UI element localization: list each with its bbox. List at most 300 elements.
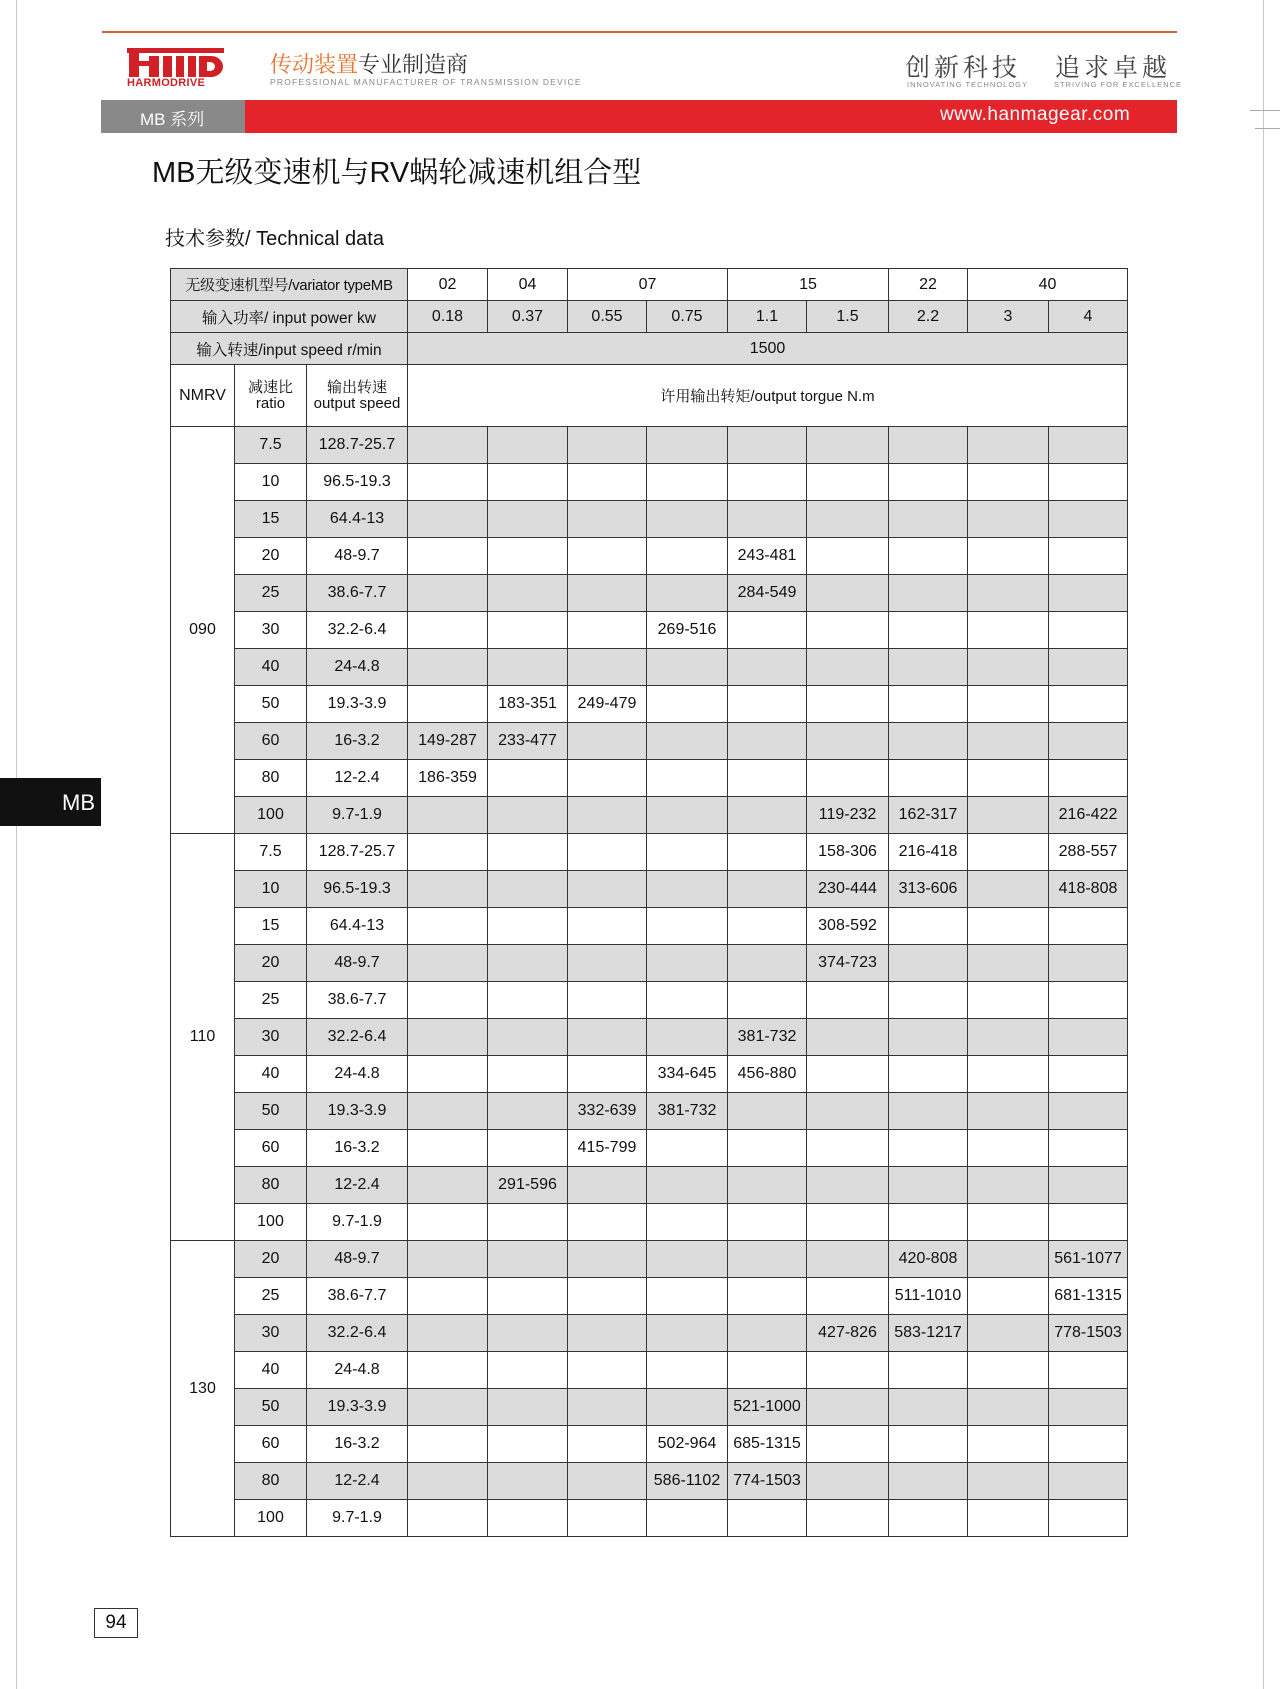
torque-cell <box>968 649 1049 686</box>
torque-cell <box>408 1167 488 1204</box>
torque-cell <box>1049 686 1128 723</box>
type-cell: 07 <box>568 269 728 301</box>
torque-cell <box>408 1056 488 1093</box>
table-row <box>171 1315 1128 1352</box>
torque-cell <box>728 501 807 538</box>
torque-cell <box>408 464 488 501</box>
ratio-cell: 40 <box>235 649 307 686</box>
ratio-cell: 80 <box>235 760 307 797</box>
torque-cell <box>968 871 1049 908</box>
slogan-innovation: 创新科技 <box>905 53 1022 82</box>
torque-cell: 183-351 <box>488 686 568 723</box>
torque-cell <box>728 686 807 723</box>
torque-cell <box>1049 575 1128 612</box>
nmrv-header: NMRV <box>171 365 235 427</box>
torque-cell <box>647 1500 728 1537</box>
torque-cell: 334-645 <box>647 1056 728 1093</box>
table-row <box>171 1130 1128 1167</box>
torque-cell <box>408 427 488 464</box>
power-cell: 3 <box>968 301 1049 333</box>
torque-cell <box>968 1389 1049 1426</box>
table-row <box>171 686 1128 723</box>
torque-cell <box>728 612 807 649</box>
torque-cell <box>807 1130 889 1167</box>
ratio-cell: 15 <box>235 908 307 945</box>
torque-cell <box>889 1426 968 1463</box>
torque-cell <box>728 834 807 871</box>
torque-cell <box>889 723 968 760</box>
table-row <box>171 1167 1128 1204</box>
torque-cell: 456-880 <box>728 1056 807 1093</box>
torque-cell <box>889 612 968 649</box>
torque-cell <box>968 427 1049 464</box>
torque-cell <box>408 982 488 1019</box>
torque-cell <box>568 871 647 908</box>
torque-cell <box>807 1167 889 1204</box>
ratio-cell: 40 <box>235 1056 307 1093</box>
torque-cell <box>728 1093 807 1130</box>
type-cell: 40 <box>968 269 1128 301</box>
ratio-cell: 80 <box>235 1167 307 1204</box>
torque-cell: 586-1102 <box>647 1463 728 1500</box>
torque-cell <box>889 1352 968 1389</box>
output-speed-header: 输出转速 output speed <box>307 365 408 427</box>
torque-cell <box>408 1500 488 1537</box>
torque-cell <box>807 1241 889 1278</box>
torque-cell <box>488 649 568 686</box>
torque-cell <box>568 945 647 982</box>
torque-cell <box>889 982 968 1019</box>
output-speed-cell: 16-3.2 <box>307 1130 408 1167</box>
slogan-excellence: 追求卓越 <box>1055 53 1172 82</box>
torque-cell <box>408 871 488 908</box>
torque-header: 许用输出转矩/output torgue N.m <box>408 365 1128 427</box>
table-row <box>171 797 1128 834</box>
torque-cell <box>968 1093 1049 1130</box>
output-speed-cell: 96.5-19.3 <box>307 871 408 908</box>
torque-cell <box>807 1278 889 1315</box>
torque-cell <box>1049 612 1128 649</box>
torque-cell <box>408 1463 488 1500</box>
table-row <box>171 945 1128 982</box>
torque-cell <box>968 1463 1049 1500</box>
torque-cell <box>1049 1093 1128 1130</box>
torque-cell <box>488 612 568 649</box>
torque-cell: 233-477 <box>488 723 568 760</box>
torque-cell <box>889 575 968 612</box>
torque-cell <box>728 1315 807 1352</box>
power-cell: 0.37 <box>488 301 568 333</box>
torque-cell <box>1049 1167 1128 1204</box>
ratio-cell: 60 <box>235 1426 307 1463</box>
torque-cell <box>807 612 889 649</box>
torque-cell: 288-557 <box>1049 834 1128 871</box>
torque-cell <box>647 575 728 612</box>
torque-cell <box>408 538 488 575</box>
output-speed-cell: 64.4-13 <box>307 908 408 945</box>
torque-cell <box>807 1056 889 1093</box>
table-row <box>171 871 1128 908</box>
torque-cell <box>488 1463 568 1500</box>
torque-cell <box>568 1019 647 1056</box>
torque-cell <box>807 723 889 760</box>
torque-cell <box>807 649 889 686</box>
torque-cell <box>968 945 1049 982</box>
torque-cell <box>568 575 647 612</box>
table-row <box>171 834 1128 871</box>
tagline-en: PROFESSIONAL MANUFACTURER OF TRANSMISSION DEVICE <box>270 77 582 87</box>
torque-cell: 249-479 <box>568 686 647 723</box>
torque-cell <box>728 797 807 834</box>
torque-cell <box>647 1352 728 1389</box>
torque-cell <box>408 1241 488 1278</box>
torque-cell <box>408 797 488 834</box>
output-speed-cell: 24-4.8 <box>307 1056 408 1093</box>
torque-cell: 216-418 <box>889 834 968 871</box>
torque-cell: 521-1000 <box>728 1389 807 1426</box>
output-speed-cell: 38.6-7.7 <box>307 982 408 1019</box>
torque-cell <box>647 1167 728 1204</box>
table-row <box>171 1352 1128 1389</box>
table-row <box>171 649 1128 686</box>
torque-cell <box>1049 501 1128 538</box>
power-cell: 0.55 <box>568 301 647 333</box>
table-row <box>171 760 1128 797</box>
ratio-cell: 50 <box>235 1093 307 1130</box>
output-speed-cell: 19.3-3.9 <box>307 1093 408 1130</box>
torque-cell <box>728 1278 807 1315</box>
output-speed-cell: 128.7-25.7 <box>307 834 408 871</box>
torque-cell: 774-1503 <box>728 1463 807 1500</box>
torque-cell: 162-317 <box>889 797 968 834</box>
ratio-cell: 50 <box>235 686 307 723</box>
torque-cell <box>807 686 889 723</box>
slogan-innovation-en: INNOVATING TECHNOLOGY <box>907 80 1029 89</box>
input-power-label: 输入功率/ input power kw <box>171 301 408 333</box>
table-row <box>171 723 1128 760</box>
torque-cell <box>728 908 807 945</box>
torque-cell: 511-1010 <box>889 1278 968 1315</box>
torque-cell: 186-359 <box>408 760 488 797</box>
torque-cell <box>408 649 488 686</box>
tagline: 传动装置专业制造商 <box>270 52 469 77</box>
torque-cell <box>1049 908 1128 945</box>
torque-cell <box>968 1426 1049 1463</box>
logo-wordmark: HARMODRIVE <box>127 77 206 89</box>
crop-mark <box>1255 128 1280 129</box>
torque-cell <box>728 1167 807 1204</box>
torque-cell <box>488 1500 568 1537</box>
table-row <box>171 908 1128 945</box>
ratio-cell: 60 <box>235 1130 307 1167</box>
torque-cell <box>889 649 968 686</box>
torque-cell <box>807 501 889 538</box>
torque-cell <box>488 1019 568 1056</box>
torque-cell <box>807 760 889 797</box>
torque-cell <box>728 1352 807 1389</box>
torque-cell <box>1049 538 1128 575</box>
table-row <box>171 1426 1128 1463</box>
crop-mark <box>1250 110 1280 111</box>
ratio-header: 减速比 ratio <box>235 365 307 427</box>
torque-cell <box>968 501 1049 538</box>
torque-cell <box>968 612 1049 649</box>
ratio-cell: 15 <box>235 501 307 538</box>
torque-cell <box>568 908 647 945</box>
torque-cell <box>807 464 889 501</box>
torque-cell <box>408 612 488 649</box>
torque-cell <box>647 686 728 723</box>
torque-cell: 561-1077 <box>1049 1241 1128 1278</box>
torque-cell <box>968 797 1049 834</box>
page-frame-right <box>1263 0 1264 1689</box>
torque-cell <box>488 1352 568 1389</box>
torque-cell <box>488 1315 568 1352</box>
torque-cell <box>968 834 1049 871</box>
output-speed-cell: 9.7-1.9 <box>307 1204 408 1241</box>
torque-cell <box>568 760 647 797</box>
output-speed-cell: 16-3.2 <box>307 1426 408 1463</box>
torque-cell <box>647 1130 728 1167</box>
torque-cell <box>728 1241 807 1278</box>
ratio-cell: 25 <box>235 1278 307 1315</box>
output-speed-cell: 32.2-6.4 <box>307 612 408 649</box>
table-row <box>171 1093 1128 1130</box>
torque-cell <box>647 538 728 575</box>
power-cell: 1.1 <box>728 301 807 333</box>
torque-cell <box>408 1426 488 1463</box>
torque-cell <box>968 1500 1049 1537</box>
torque-cell <box>807 427 889 464</box>
torque-cell <box>647 464 728 501</box>
torque-cell <box>647 501 728 538</box>
torque-cell <box>889 1500 968 1537</box>
torque-cell <box>968 1241 1049 1278</box>
side-tab-label: MB <box>62 790 95 815</box>
torque-cell <box>647 797 728 834</box>
torque-cell <box>488 501 568 538</box>
torque-cell <box>568 464 647 501</box>
torque-cell <box>807 1389 889 1426</box>
torque-cell <box>647 1241 728 1278</box>
torque-cell <box>408 1204 488 1241</box>
power-cell: 2.2 <box>889 301 968 333</box>
torque-cell <box>408 1278 488 1315</box>
technical-data-table <box>170 268 1128 1537</box>
torque-cell <box>488 538 568 575</box>
nmrv-size-cell: 090 <box>171 427 235 834</box>
torque-cell: 427-826 <box>807 1315 889 1352</box>
torque-cell <box>807 1426 889 1463</box>
torque-cell <box>647 649 728 686</box>
output-speed-cell: 38.6-7.7 <box>307 575 408 612</box>
torque-cell <box>568 834 647 871</box>
page-title: MB无级变速机与RV蜗轮减速机组合型 <box>152 157 642 189</box>
torque-cell <box>647 908 728 945</box>
torque-cell <box>1049 723 1128 760</box>
output-speed-cell: 48-9.7 <box>307 538 408 575</box>
torque-cell <box>408 1130 488 1167</box>
torque-cell <box>889 760 968 797</box>
torque-cell <box>647 1019 728 1056</box>
torque-cell <box>728 723 807 760</box>
torque-cell <box>968 1130 1049 1167</box>
table-row <box>171 1019 1128 1056</box>
torque-cell <box>568 1204 647 1241</box>
output-speed-cell: 32.2-6.4 <box>307 1019 408 1056</box>
torque-cell <box>968 686 1049 723</box>
page-frame-left <box>16 0 17 1689</box>
torque-cell <box>728 760 807 797</box>
torque-cell <box>728 1130 807 1167</box>
output-speed-cell: 32.2-6.4 <box>307 1315 408 1352</box>
torque-cell <box>728 982 807 1019</box>
torque-cell: 415-799 <box>568 1130 647 1167</box>
torque-cell <box>889 1130 968 1167</box>
output-speed-cell: 16-3.2 <box>307 723 408 760</box>
torque-cell <box>647 1315 728 1352</box>
torque-cell: 230-444 <box>807 871 889 908</box>
ratio-cell: 30 <box>235 1019 307 1056</box>
torque-cell <box>807 1463 889 1500</box>
torque-cell <box>968 1019 1049 1056</box>
table-row <box>171 1278 1128 1315</box>
torque-cell: 243-481 <box>728 538 807 575</box>
series-label: MB 系列 <box>140 110 205 129</box>
torque-cell <box>728 649 807 686</box>
torque-cell <box>889 1204 968 1241</box>
torque-cell <box>488 945 568 982</box>
output-speed-cell: 12-2.4 <box>307 760 408 797</box>
torque-cell <box>1049 1389 1128 1426</box>
torque-cell <box>968 1278 1049 1315</box>
torque-cell <box>647 871 728 908</box>
torque-cell: 418-808 <box>1049 871 1128 908</box>
output-speed-cell: 24-4.8 <box>307 1352 408 1389</box>
torque-cell <box>728 427 807 464</box>
ratio-cell: 40 <box>235 1352 307 1389</box>
torque-cell <box>488 1056 568 1093</box>
ratio-cell: 100 <box>235 1204 307 1241</box>
type-cell: 04 <box>488 269 568 301</box>
torque-cell <box>647 723 728 760</box>
torque-cell <box>568 1056 647 1093</box>
torque-cell <box>488 908 568 945</box>
torque-cell <box>1049 1426 1128 1463</box>
torque-cell: 420-808 <box>889 1241 968 1278</box>
torque-cell <box>889 945 968 982</box>
torque-cell <box>408 575 488 612</box>
torque-cell <box>1049 982 1128 1019</box>
power-cell: 4 <box>1049 301 1128 333</box>
torque-cell <box>968 1167 1049 1204</box>
torque-cell <box>889 464 968 501</box>
output-speed-cell: 48-9.7 <box>307 945 408 982</box>
website-link[interactable]: www.hanmagear.com <box>940 104 1131 125</box>
torque-cell <box>488 1389 568 1426</box>
torque-cell <box>568 427 647 464</box>
torque-cell <box>807 575 889 612</box>
torque-cell <box>968 1056 1049 1093</box>
torque-cell <box>968 538 1049 575</box>
power-cell: 0.75 <box>647 301 728 333</box>
torque-cell <box>728 871 807 908</box>
torque-cell <box>1049 945 1128 982</box>
output-speed-cell: 64.4-13 <box>307 501 408 538</box>
torque-cell <box>568 1426 647 1463</box>
torque-cell <box>647 760 728 797</box>
torque-cell <box>1049 1352 1128 1389</box>
torque-cell <box>968 1315 1049 1352</box>
torque-cell <box>647 1278 728 1315</box>
nmrv-size-cell: 110 <box>171 834 235 1241</box>
ratio-cell: 100 <box>235 797 307 834</box>
torque-cell: 332-639 <box>568 1093 647 1130</box>
nmrv-size-cell: 130 <box>171 1241 235 1537</box>
input-speed-label: 输入转速/input speed r/min <box>171 333 408 365</box>
ratio-cell: 10 <box>235 871 307 908</box>
table-row <box>171 612 1128 649</box>
torque-cell <box>488 760 568 797</box>
table-row <box>171 1204 1128 1241</box>
table-row <box>171 1500 1128 1537</box>
header-rule <box>102 31 1177 33</box>
torque-cell <box>1049 1204 1128 1241</box>
torque-cell <box>568 501 647 538</box>
output-speed-cell: 12-2.4 <box>307 1167 408 1204</box>
table-row <box>171 538 1128 575</box>
table-row <box>171 427 1128 464</box>
torque-cell <box>488 427 568 464</box>
torque-cell <box>488 797 568 834</box>
output-speed-cell: 9.7-1.9 <box>307 1500 408 1537</box>
torque-cell <box>568 1167 647 1204</box>
torque-cell <box>728 464 807 501</box>
torque-cell <box>968 908 1049 945</box>
torque-cell <box>568 1389 647 1426</box>
ratio-cell: 100 <box>235 1500 307 1537</box>
table-row <box>171 1463 1128 1500</box>
ratio-cell: 80 <box>235 1463 307 1500</box>
torque-cell <box>968 575 1049 612</box>
ratio-cell: 25 <box>235 982 307 1019</box>
output-speed-cell: 12-2.4 <box>307 1463 408 1500</box>
torque-cell <box>568 538 647 575</box>
type-cell: 02 <box>408 269 488 301</box>
output-speed-cell: 24-4.8 <box>307 649 408 686</box>
table-row <box>171 982 1128 1019</box>
ratio-cell: 20 <box>235 1241 307 1278</box>
output-speed-cell: 48-9.7 <box>307 1241 408 1278</box>
power-cell: 0.18 <box>408 301 488 333</box>
torque-cell: 583-1217 <box>889 1315 968 1352</box>
torque-cell <box>408 1093 488 1130</box>
torque-cell <box>647 427 728 464</box>
torque-cell <box>889 1167 968 1204</box>
ratio-cell: 50 <box>235 1389 307 1426</box>
torque-cell <box>408 1315 488 1352</box>
torque-cell: 284-549 <box>728 575 807 612</box>
torque-cell: 685-1315 <box>728 1426 807 1463</box>
torque-cell <box>408 1019 488 1056</box>
torque-cell <box>647 834 728 871</box>
torque-cell <box>568 982 647 1019</box>
torque-cell <box>647 945 728 982</box>
torque-cell <box>807 982 889 1019</box>
table-row <box>171 464 1128 501</box>
variator-type-label: 无级变速机型号/variator typeMB <box>171 269 408 301</box>
torque-cell <box>807 1352 889 1389</box>
